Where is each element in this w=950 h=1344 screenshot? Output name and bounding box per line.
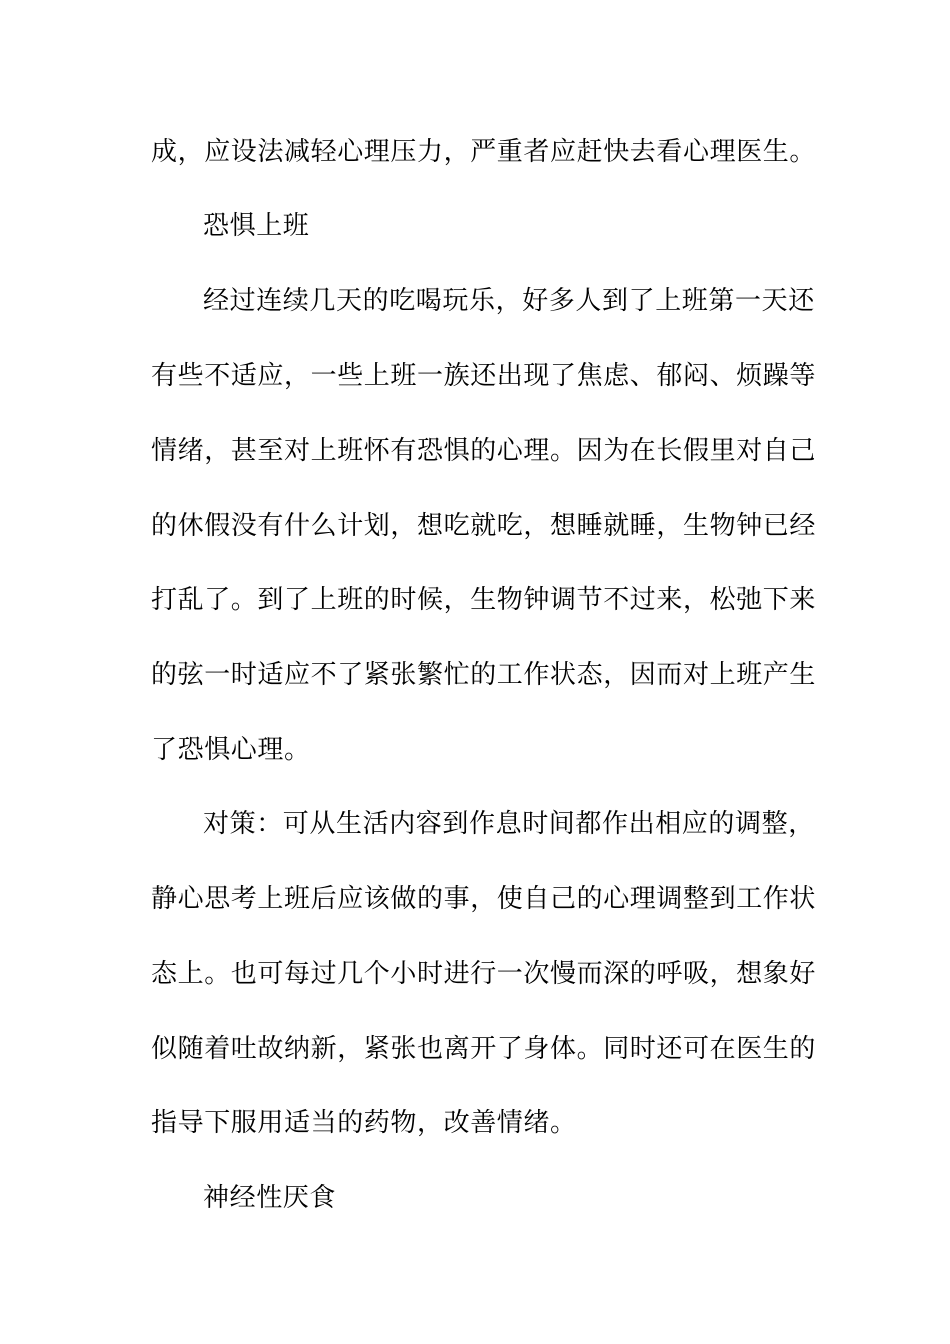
paragraph-line: 指导下服用适当的药物，改善情绪。	[151, 1108, 577, 1138]
paragraph-line: 的休假没有什么计划，想吃就吃，想睡就睡，生物钟已经	[151, 511, 817, 541]
paragraph-line: 有些不适应，一些上班一族还出现了焦虑、郁闷、烦躁等	[151, 361, 817, 391]
paragraph-line: 打乱了。到了上班的时候，生物钟调节不过来，松弛下来	[151, 585, 817, 615]
section-heading-fear-of-work: 恐惧上班	[203, 211, 310, 241]
paragraph-line: 静心思考上班后应该做的事，使自己的心理调整到工作状	[151, 884, 817, 914]
paragraph-line: 经过连续几天的吃喝玩乐，好多人到了上班第一天还	[203, 286, 815, 316]
paragraph-line: 了恐惧心理。	[151, 735, 311, 765]
paragraph-line: 态上。也可每过几个小时进行一次慢而深的呼吸，想象好	[151, 959, 817, 989]
section-heading-anorexia-nervosa: 神经性厌食	[203, 1183, 337, 1213]
paragraph-line: 情绪，甚至对上班怀有恐惧的心理。因为在长假里对自己	[151, 436, 817, 466]
paragraph-line: 的弦一时适应不了紧张繁忙的工作状态，因而对上班产生	[151, 660, 817, 690]
paragraph-line: 对策：可从生活内容到作息时间都作出相应的调整，	[203, 809, 815, 839]
paragraph-line: 似随着吐故纳新，紧张也离开了身体。同时还可在医生的	[151, 1034, 817, 1064]
paragraph-continuation-line: 成，应设法减轻心理压力，严重者应赶快去看心理医生。	[151, 137, 817, 167]
